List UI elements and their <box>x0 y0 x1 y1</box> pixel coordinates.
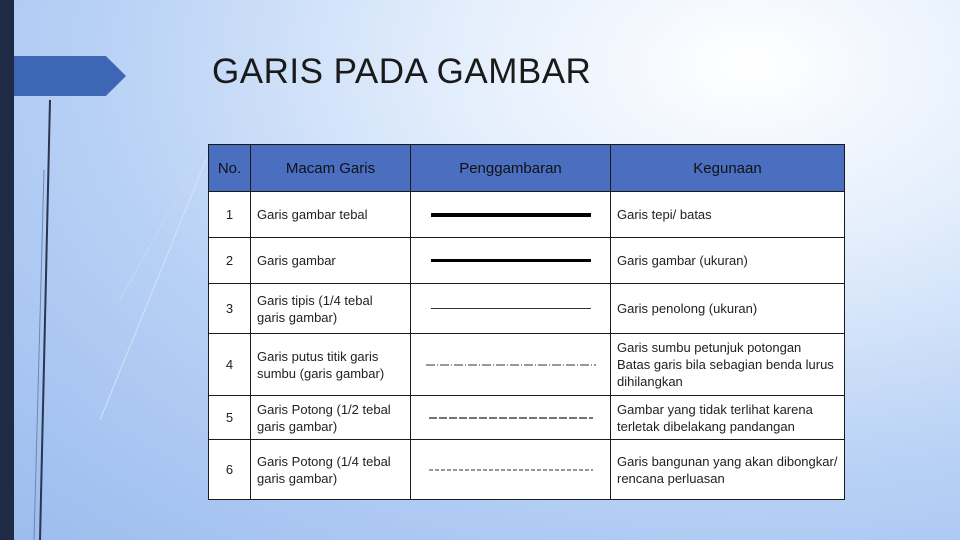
table-header-row <box>209 145 845 192</box>
row-penggambaran <box>411 284 611 334</box>
header-kegunaan: Kegunaan <box>611 145 845 192</box>
page-title: GARIS PADA GAMBAR <box>212 52 592 91</box>
medium-line-sample <box>431 259 591 262</box>
row-no: 5 <box>209 396 251 440</box>
thin-line-sample <box>431 308 591 309</box>
table-row <box>209 238 845 284</box>
table-row <box>209 396 845 440</box>
row-kegunaan: Garis gambar (ukuran) <box>611 238 845 284</box>
row-no: 6 <box>209 440 251 500</box>
table-row <box>209 440 845 500</box>
kegunaan-line: Garis sumbu petunjuk potongan <box>617 340 802 355</box>
row-macam-garis: Garis gambar <box>251 238 411 284</box>
thick-line-sample <box>431 213 591 217</box>
row-no: 2 <box>209 238 251 284</box>
row-penggambaran <box>411 238 611 284</box>
row-kegunaan <box>611 334 845 396</box>
row-macam-garis: Garis Potong (1/4 tebal garis gambar) <box>251 440 411 500</box>
row-penggambaran <box>411 192 611 238</box>
row-macam-garis: Garis tipis (1/4 tebal garis gambar) <box>251 284 411 334</box>
dashdot-line-sample <box>426 362 596 368</box>
table-row <box>209 284 845 334</box>
short-dashed-line-sample <box>429 467 593 473</box>
row-macam-garis: Garis Potong (1/2 tebal garis gambar) <box>251 396 411 440</box>
row-macam-garis: Garis putus titik garis sumbu (garis gambar) <box>251 334 411 396</box>
header-no: No. <box>209 145 251 192</box>
row-penggambaran <box>411 334 611 396</box>
row-kegunaan: Garis bangunan yang akan dibongkar/ rencana perluasan <box>611 440 845 500</box>
header-macam-garis: Macam Garis <box>251 145 411 192</box>
row-penggambaran <box>411 440 611 500</box>
dashed-line-sample <box>429 415 593 421</box>
row-no: 1 <box>209 192 251 238</box>
row-macam-garis: Garis gambar tebal <box>251 192 411 238</box>
row-kegunaan: Garis tepi/ batas <box>611 192 845 238</box>
garis-table <box>208 144 845 500</box>
row-no: 3 <box>209 284 251 334</box>
row-kegunaan: Garis penolong (ukuran) <box>611 284 845 334</box>
header-penggambaran: Penggambaran <box>411 145 611 192</box>
kegunaan-line: Batas garis bila sebagian benda lurus dihilangkan <box>617 357 834 389</box>
row-kegunaan: Gambar yang tidak terlihat karena terletak dibelakang pandangan <box>611 396 845 440</box>
table-row <box>209 192 845 238</box>
table-row <box>209 334 845 396</box>
row-penggambaran <box>411 396 611 440</box>
row-no: 4 <box>209 334 251 396</box>
